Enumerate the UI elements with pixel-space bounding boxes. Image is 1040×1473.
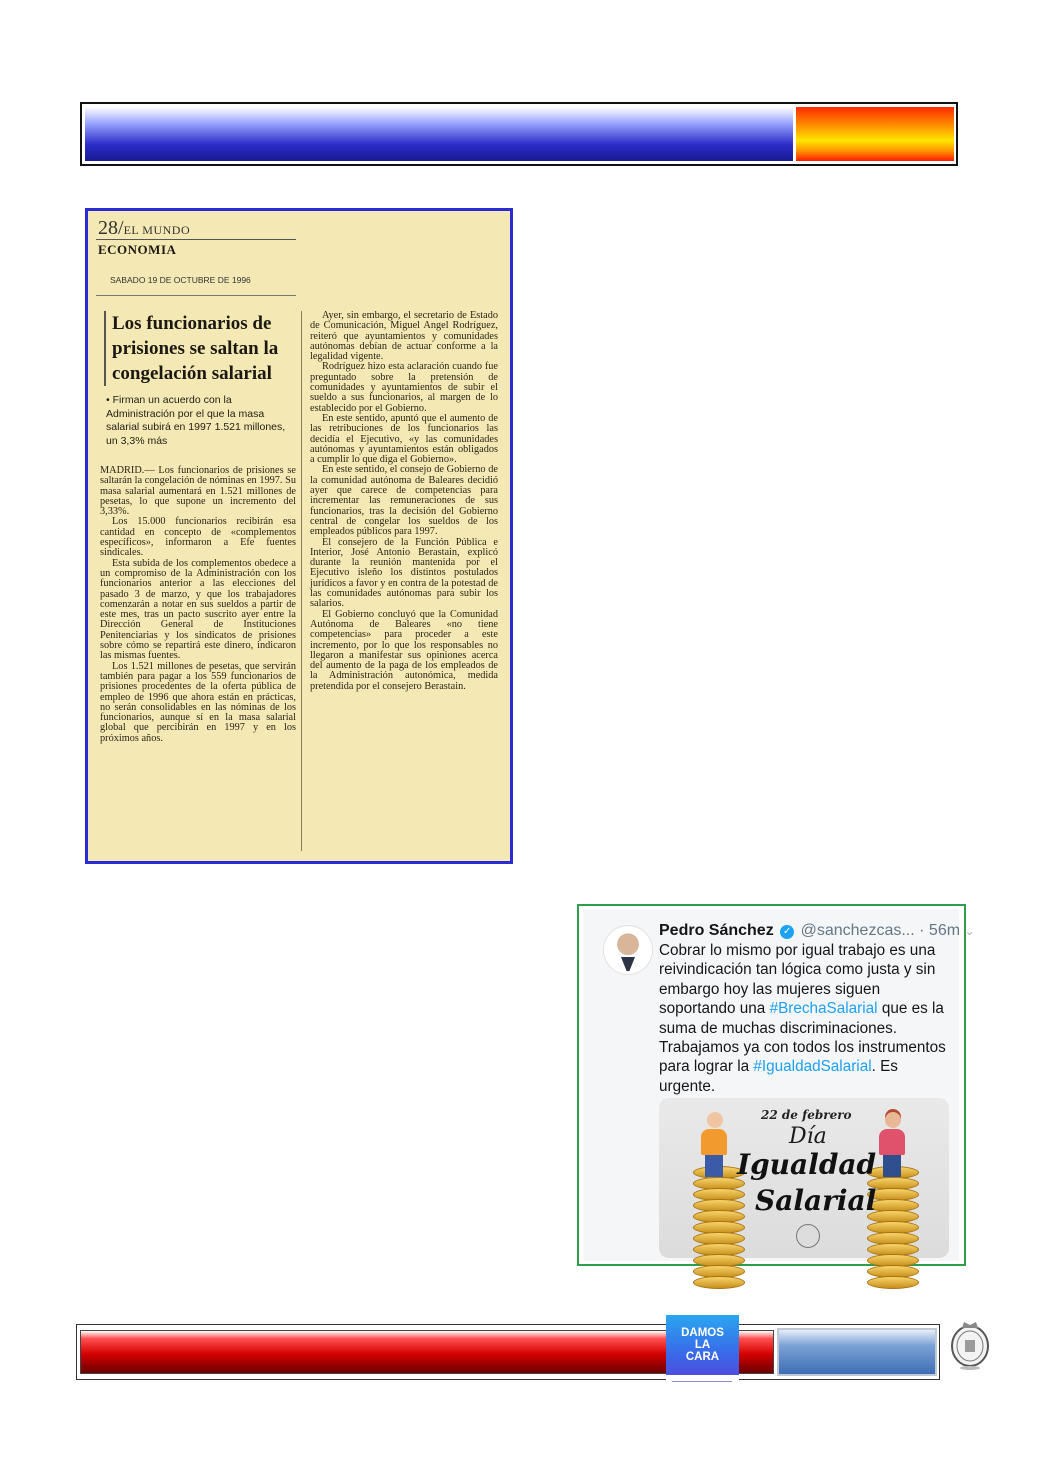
newspaper-clipping (85, 208, 513, 864)
article-paragraph: El Gobierno concluyó que la Comunidad Autónoma de Baleares «no tiene competencias» para proceder a este incremento, por lo que los responsables no llegaron a manifestar sus opiniones acerca del aumento de la paga de los empleados de la Administración autonómica, medida pretendida por el consejero Berastain. (310, 608, 498, 692)
tweet-author-name: Pedro Sánchez (659, 922, 774, 939)
tweet-text-part: que es la suma de muchas discriminaciones. Trabajamos ya con todos los instrumentos para lograr la (659, 1000, 946, 1076)
article-paragraph: MADRID.— Los funcionarios de prisiones se saltarán la congelación de nóminas en 1997. Su masa salarial aumentará en 1.521 millones de pesetas, lo que supone un incremento del 3,33%. (100, 465, 296, 518)
header-fire-block (796, 107, 954, 161)
article-right-column (310, 311, 498, 692)
avatar (603, 925, 653, 975)
publication-name: EL MUNDO (123, 223, 191, 237)
tweet-text (659, 941, 955, 1096)
clipping-date: SABADO 19 DE OCTUBRE DE 1996 (110, 275, 251, 285)
article-paragraph: Esta subida de los complementos obedece a un compromiso de la Administración con los funcionarios anterior a las elecciones del pasado 3 de marzo, y que los trabajadores comenzarán a notar en sus sueldos a partir de este mes, tras un pacto suscrito ayer entre la Dirección General de Instituciones Penitenciarias y los sindicatos de prisiones sobre cómo se repartirá este dinero, indicaron las mismas fuentes. (100, 557, 296, 662)
card-date: 22 de febrero (761, 1108, 852, 1122)
woman-illustration (879, 1112, 905, 1177)
tweet-card (583, 909, 975, 1261)
article-paragraph: En este sentido, apuntó que el aumento de las retribuciones de los funcionarios las decidía el Ejecutivo, «y las comunidades autónomas y ayuntamientos están obligados a cumplir lo que diga el Gobierno». (310, 412, 498, 466)
header-banner (80, 102, 958, 166)
hashtag-link: #IgualdadSalarial (753, 1058, 872, 1076)
badge-line: CARA (685, 1351, 720, 1363)
emblem-icon (950, 1318, 990, 1370)
tweet-text-part: Cobrar lo mismo por igual trabajo es una reivindicación tan lógica como justa y sin embargo hoy las mujeres siguen soportando una (659, 942, 936, 1018)
hashtag-link: #BrechaSalarial (769, 1000, 878, 1018)
masthead-rule (96, 239, 296, 240)
card-title-line2: Igualdad (737, 1148, 877, 1181)
card-title-line1: Día (789, 1124, 827, 1149)
coin-stack-left (693, 1168, 745, 1289)
footer-banner (76, 1324, 940, 1380)
article-paragraph: El consejero de la Función Pública e Interior, José Antonio Berastain, explicó durante la reunión mantenida por el Ejecutivo isleño los distintos postulados jurídicos a favor y en contra de la potestad de las comunidades autónomas para subir los salarios. (310, 536, 498, 610)
card-title-line3: Salarial (755, 1184, 877, 1217)
badge-strip (666, 1375, 739, 1388)
damos-la-cara-badge (666, 1315, 739, 1388)
date-rule (96, 295, 296, 296)
government-seal-icon (796, 1224, 820, 1248)
tweet-handle: @sanchezcas... (800, 922, 915, 939)
tweet-header (659, 922, 975, 940)
header-blue-bar (85, 107, 793, 161)
tweet-image-card (659, 1098, 949, 1258)
chevron-down-icon: ⌄ (964, 924, 975, 938)
column-divider (301, 311, 302, 851)
tweet-text-part: . Es urgente. (659, 1058, 898, 1095)
tweet-time: · 56m (919, 922, 961, 939)
footer-steel-block (777, 1328, 937, 1376)
page-number: 28/ (98, 217, 124, 239)
article-paragraph: Los 1.521 millones de pesetas, que servirán también para pagar a los 559 funcionarios de prisiones procedentes de la oferta pública de empleo de 1996 que ahora están en prácticas, no serán consolidables en las nóminas de los funcionarios, aunque sí en la masa salarial global que percibirán en 1997 y en los próximos años. (100, 660, 296, 744)
article-headline: Los funcionarios de prisiones se saltan la congelación salarial (104, 311, 296, 386)
section-name: ECONOMIA (98, 242, 177, 257)
article-paragraph: Los 15.000 funcionarios recibirán esa cantidad en concepto de «complementos específicos», informaron a Efe fuentes sindicales. (100, 516, 296, 559)
tweet-screenshot (577, 904, 975, 1266)
article-left-column (100, 311, 296, 744)
clipping-masthead (98, 217, 298, 240)
badge-line: DAMOS (681, 1327, 724, 1339)
article-subheadline: • Firman un acuerdo con la Administración por el que la masa salarial subirá en 1997 1.521 millones, un 3,3% más (106, 394, 286, 447)
article-paragraph: Rodríguez hizo esta aclaración cuando fue preguntado sobre la pretensión de comunidades y ayuntamientos de subir el sueldo a sus funcionarios, al margen de lo establecido por el Gobierno. (310, 361, 498, 414)
article-paragraph: Ayer, sin embargo, el secretario de Estado de Comunicación, Miguel Angel Rodríguez, reiteró que ayuntamientos y comunidades autónomas debían de actuar conforme a la legalidad vigente. (310, 310, 498, 363)
man-illustration (701, 1112, 727, 1177)
article-paragraph: En este sentido, el consejo de Gobierno de la comunidad autónoma de Baleares decidió ayer que carece de competencias para incrementar las remuneraciones de sus funcionarios, tras la decisión del Gobierno central de congelar los sueldos de los empleados públicos para 1997. (310, 464, 498, 538)
verified-badge-icon: ✓ (780, 925, 794, 939)
badge-line: LA (694, 1339, 711, 1351)
